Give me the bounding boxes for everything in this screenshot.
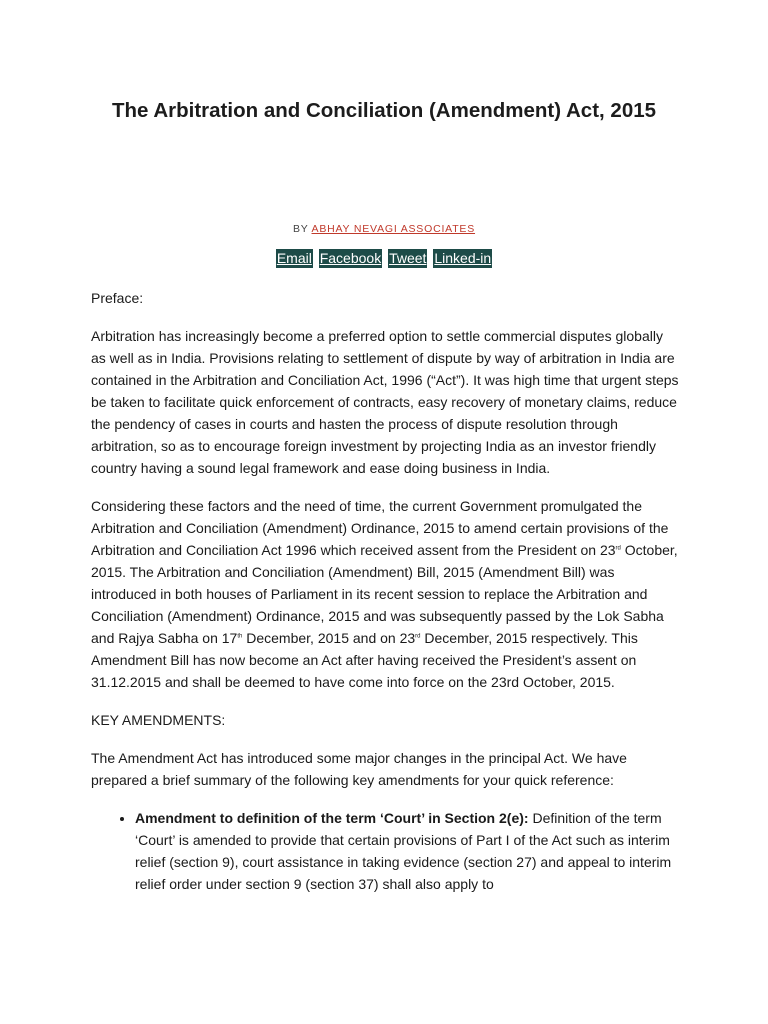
share-buttons	[0, 249, 768, 268]
key-amendments-heading: KEY AMENDMENTS:	[91, 712, 226, 728]
preface-heading: Preface:	[91, 290, 144, 306]
tweet-share-button[interactable]: Tweet	[389, 250, 427, 266]
document-title: The Arbitration and Conciliation (Amendment) Act, 2015	[111, 99, 657, 122]
author-link[interactable]: ABHAY NEVAGI ASSOCIATES	[311, 223, 476, 235]
email-share-button[interactable]: Email	[276, 250, 312, 266]
byline	[0, 223, 768, 235]
paragraph-1: Arbitration has increasingly become a preferred option to settle commercial disputes globally as well as in India. Provisions relating to settlement of dispute by way of arbitration in India are contained in the Arbitration and Conciliation Act, 1996 (“Act”). It was high time that urgent steps be taken to facilitate quick enforcement of contracts, easy recovery of monetary claims, reduce the pendency of cases in courts and hasten the process of dispute resolution through arbitration, so as to encourage foreign investment by projecting India as an investor friendly country having a sound legal framework and ease doing business in India.	[91, 328, 679, 476]
facebook-share-button[interactable]: Facebook	[319, 250, 382, 266]
list-item: • Amendment to definition of the term ‘Court’ in Section 2(e): Definition of the term ‘Court’ is amended to provide that certain provisions of Part I of the Act such as interim relief (section 9), court assistance in taking evidence (section 27) and appeal to interim relief order under section 9 (section 37) shall also apply to	[135, 807, 680, 895]
byline-prefix: BY	[292, 223, 309, 235]
document-body	[91, 287, 680, 895]
paragraph-3: The Amendment Act has introduced some major changes in the principal Act. We have prepared a brief summary of the following key amendments for your quick reference:	[91, 750, 627, 788]
linkedin-share-button[interactable]: Linked-in	[434, 250, 492, 266]
amendments-list	[91, 807, 680, 895]
paragraph-2: Considering these factors and the need of time, the current Government promulgated the Arbitration and Conciliation (Amendment) Ordinance, 2015 to amend certain provisions of the Arbitration and Conciliation Act 1996 which received assent from the President on 23rd October, 2015. The Arbitration and Conciliation (Amendment) Bill, 2015 (Amendment Bill) was introduced in both houses of Parliament in its recent session to replace the Arbitration and Conciliation (Amendment) Ordinance, 2015 and was subsequently passed by the Lok Sabha and Rajya Sabha on 17th December, 2015 and on 23rd December, 2015 respectively. This Amendment Bill has now become an Act after having received the President’s assent on 31.12.2015 and shall be deemed to have come into force on the 23rd October, 2015.	[91, 498, 678, 690]
